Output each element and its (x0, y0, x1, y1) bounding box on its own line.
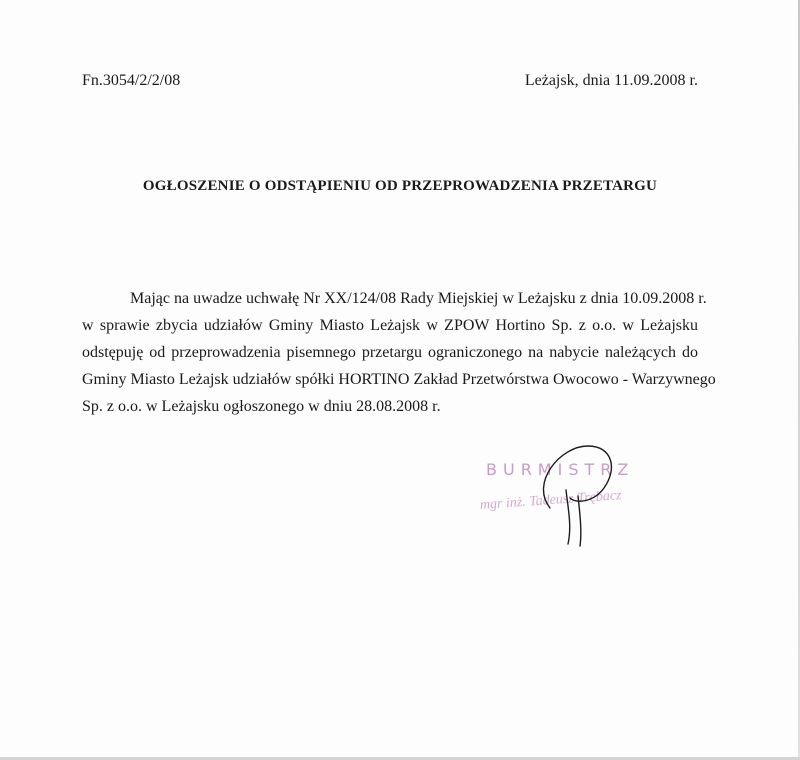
body-line: Sp. z o.o. w Leżajsku ogłoszonego w dniu 28.08.2008 r. (82, 398, 441, 415)
stamp-title: BURMISTRZ (486, 460, 635, 479)
signature-icon (520, 438, 620, 548)
body-line: odstępuję od przeprowadzenia pisemnego przetargu ograniczonego na nabycie należących do (82, 344, 698, 361)
stamp-name: mgr inż. Tadeusz Trębacz (479, 488, 623, 513)
body-line: w sprawie zbycia udziałów Gminy Miasto Leżajsk w ZPOW Hortino Sp. z o.o. w Leżajsku (82, 317, 698, 334)
reference-number: Fn.3054/2/2/08 (82, 72, 181, 89)
document-title: OGŁOSZENIE O ODSTĄPIENIU OD PRZEPROWADZENIA PRZETARGU (142, 178, 658, 194)
body-line: Mając na uwadze uchwałę Nr XX/124/08 Rady Miejskiej w Leżajsku z dnia 10.09.2008 r. (130, 290, 707, 307)
announcement-body (82, 285, 716, 420)
body-line: Gminy Miasto Leżajsk udziałów spółki HORTINO Zakład Przetwórstwa Owocowo - Warzywnego (82, 371, 716, 388)
place-date: Leżajsk, dnia 11.09.2008 r. (524, 72, 698, 89)
